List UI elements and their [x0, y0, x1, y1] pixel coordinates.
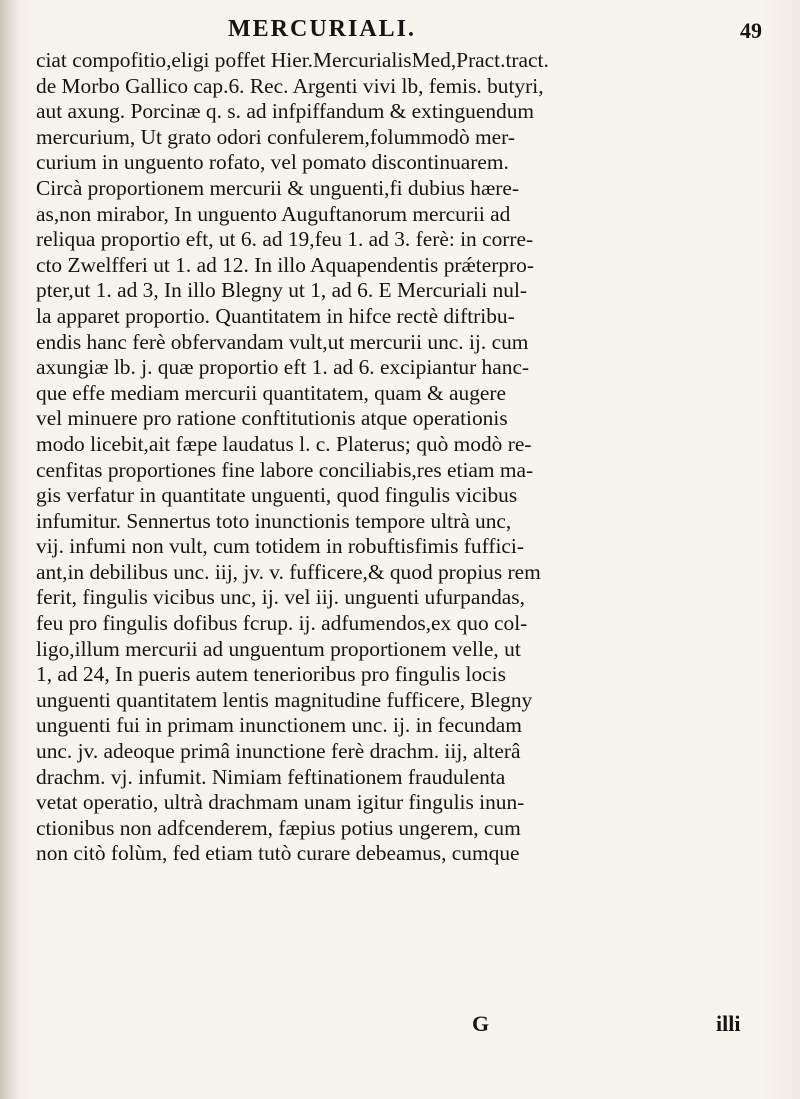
text-line: reliqua proportio eft, ut 6. ad 19,feu 1. ad 3. ferè: in corre-	[36, 227, 534, 252]
signature-mark: G	[472, 1011, 490, 1036]
catchword: illi	[716, 1011, 741, 1036]
text-line: ligo,illum mercurii ad unguentum proportionem velle, ut	[36, 636, 521, 661]
text-line: non citò folùm, fed etiam tutò curare debeamus, cumque	[36, 841, 520, 866]
text-line: vij. infumi non vult, cum totidem in robuftisfimis fuffici-	[36, 534, 524, 559]
text-line: 1, ad 24, In pueris autem tenerioribus pro fingulis locis	[36, 662, 506, 687]
page-header	[0, 14, 800, 48]
text-line: vel minuere pro ratione conftitutionis atque operationis	[36, 406, 508, 431]
text-line: drachm. vj. infumit. Nimiam feftinationem fraudulenta	[36, 764, 506, 789]
page-number: 49	[740, 18, 762, 43]
text-line: ant,in debilibus unc. iij, jv. v. fufficere,& quod propius rem	[36, 559, 541, 584]
text-line: vetat operatio, ultrà drachmam unam igitur fingulis inun-	[36, 790, 525, 815]
text-line: unguenti quantitatem lentis magnitudine fufficere, Blegny	[36, 687, 533, 712]
text-line: mercurium, Ut grato odori confulerem,folummodò mer-	[36, 124, 515, 149]
running-head: MERCURIALI.	[228, 16, 417, 42]
text-line: curium in unguento rofato, vel pomato discontinuarem.	[36, 150, 509, 175]
text-line: de Morbo Gallico cap.6. Rec. Argenti vivi lb, femis. butyri,	[36, 73, 544, 98]
text-line: axungiæ lb. j. quæ proportio eft 1. ad 6. excipiantur hanc-	[36, 355, 530, 380]
body-text	[36, 48, 776, 867]
text-line: feu pro fingulis dofibus fcrup. ij. adfumendos,ex quo col-	[36, 611, 528, 636]
text-line: ciat compofitio,eligi poffet Hier.MercurialisMed,Pract.tract.	[36, 48, 549, 72]
text-line: unguenti fui in primam inunctionem unc. ij. in fecundam	[36, 713, 522, 738]
text-line: ctionibus non adfcenderem, fæpius potius ungerem, cum	[36, 815, 521, 840]
text-line: aut axung. Porcinæ q. s. ad infpiffandum & extinguendum	[36, 99, 535, 124]
text-line: unc. jv. adeoque primâ inunctione ferè drachm. iij, alterâ	[36, 739, 521, 764]
text-line: as,non mirabor, In unguento Auguftanorum mercurii ad	[36, 201, 511, 226]
text-line: cenfitas proportiones fine labore conciliabis,res etiam ma-	[36, 457, 534, 482]
text-line: pter,ut 1. ad 3, In illo Blegny ut 1, ad 6. E Mercuriali nul-	[36, 278, 528, 303]
text-line: que effe mediam mercurii quantitatem, quam & augere	[36, 380, 507, 405]
text-line: infumitur. Sennertus toto inunctionis tempore ultrà unc,	[36, 508, 512, 533]
text-line: gis verfatur in quantitate unguenti, quod fingulis vicibus	[36, 483, 518, 508]
text-line: modo licebit,ait fæpe laudatus l. c. Platerus; quò modò re-	[36, 431, 532, 456]
text-line: endis hanc ferè obfervandam vult,ut mercurii unc. ij. cum	[36, 329, 529, 354]
text-line: la apparet proportio. Quantitatem in hifce rectè diftribu-	[36, 303, 515, 328]
text-line: cto Zwelfferi ut 1. ad 12. In illo Aquapendentis prǽterpro-	[36, 252, 534, 277]
text-line: ferit, fingulis vicibus unc, ij. vel iij. unguenti ufurpandas,	[36, 585, 525, 610]
page-gutter-shadow	[0, 0, 18, 1099]
text-line: Circà proportionem mercurii & unguenti,fi dubius hære-	[36, 175, 519, 200]
